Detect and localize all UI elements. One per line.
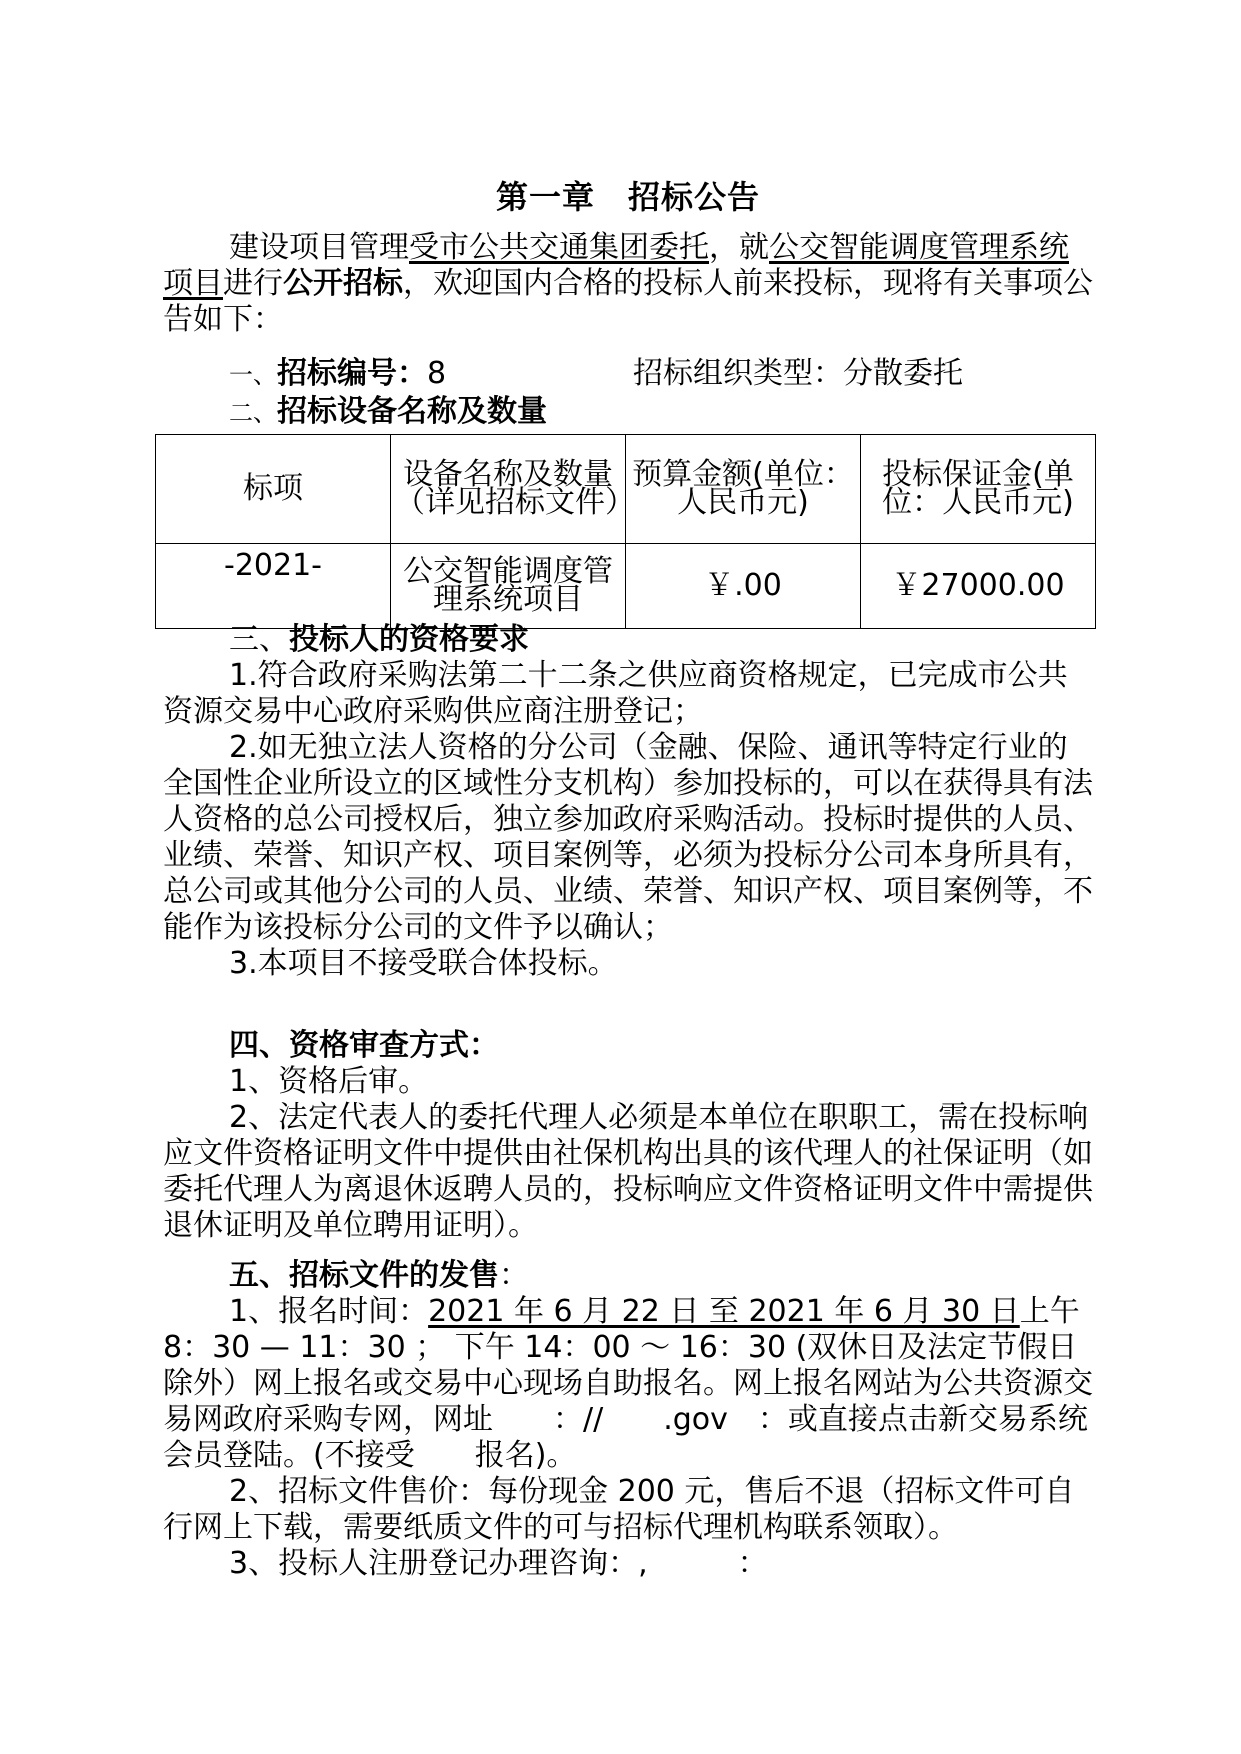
section-3-prefix: 三、 (229, 622, 289, 657)
intro-text-2: ，就 (709, 230, 769, 265)
table-header-row (156, 435, 1096, 544)
section-4-item-2: 2、法定代表人的委托代理人必须是本单位在职职工，需在投标响应文件资格证明文件中提供由社保机构出具的该代理人的社保证明（如委托代理人为离退休返聘人员的，投标响应文件资格证明文件中需提供退休证明及单位聘用证明）。 (163, 1100, 1093, 1243)
cell-item: -2021- (156, 544, 391, 629)
intro-text-1: 建设项目管理 (229, 230, 409, 265)
signup-date-range: 2021 年 6 月 22 日 至 2021 年 6 月 30 日 (428, 1294, 1020, 1329)
header-item: 标项 (156, 435, 391, 544)
equipment-table (155, 434, 1096, 629)
section-4 (163, 1028, 1093, 1244)
section-5-item-3: 3、投标人注册登记办理咨询：, ： (229, 1546, 768, 1581)
cell-deposit: ￥27000.00 (861, 544, 1096, 629)
intro-project: 公交智能调度管理系统项目 (163, 230, 1069, 301)
section-3-item-1: 1.符合政府采购法第二十二条之供应商资格规定，已完成市公共资源交易中心政府采购供应商注册登记； (163, 658, 1068, 729)
table-row (156, 544, 1096, 629)
tender-number: 8 (427, 356, 447, 391)
section-5-item-1 (163, 1294, 1093, 1474)
header-deposit: 投标保证金(单位：人民币元) (861, 435, 1096, 544)
section-4-label: 四、资格审查方式： (229, 1028, 499, 1063)
section-3 (163, 622, 1093, 982)
section-3-item-3: 3.本项目不接受联合体投标。 (229, 946, 618, 981)
intro-text-3: 进行 (223, 266, 283, 301)
intro-paragraph (163, 230, 1093, 338)
cell-equipment: 公交智能调度管理系统项目 (391, 544, 626, 629)
section-2-label: 招标设备名称及数量 (277, 394, 547, 429)
section-1 (163, 356, 1093, 393)
signup-details: 上午 8：30 — 11：30 ； 下午 14：00 ～ 16：30 (双休日及法定节假日除外）网上报名或交易中心现场自助报名。网上报名网站为公共资源交易网政府采购专网，网址 ：// .gov ：或直接点击新交易系统会员登陆。(不接受 报名)。 (163, 1294, 1093, 1473)
section-5-colon: ： (499, 1258, 529, 1293)
org-type: 招标组织类型：分散委托 (633, 356, 963, 391)
header-budget: 预算金额(单位：人民币元) (626, 435, 861, 544)
cell-budget: ￥.00 (626, 544, 861, 629)
signup-time-label: 1、报名时间： (229, 1294, 429, 1329)
section-2-prefix: 二、 (229, 399, 277, 427)
chapter-title: 第一章 招标公告 (495, 178, 760, 216)
section-2 (163, 394, 1093, 431)
intro-mode: 公开招标 (283, 266, 403, 301)
section-4-item-1: 1、资格后审。 (229, 1064, 429, 1099)
header-equipment: 设备名称及数量（详见招标文件） (391, 435, 626, 544)
section-5-item-2: 2、招标文件售价：每份现金 200 元，售后不退（招标文件可自行网上下载，需要纸质文件的可与招标代理机构联系领取）。 (163, 1474, 1075, 1545)
intro-text-4: ，欢迎国内合格的投标人前来投标，现将有关事项公告如下： (163, 266, 1093, 337)
intro-entrust: 受市公共交通集团委托 (409, 230, 709, 265)
section-1-prefix: 一、 (229, 361, 277, 389)
section-5-label: 五、招标文件的发售 (229, 1258, 499, 1293)
section-3-label: 投标人的资格要求 (289, 622, 529, 657)
section-1-label: 招标编号： (277, 356, 427, 391)
section-5 (163, 1258, 1093, 1582)
section-3-item-2: 2.如无独立法人资格的分公司（金融、保险、通讯等特定行业的全国性企业所设立的区域性分支机构）参加投标的，可以在获得具有法人资格的总公司授权后，独立参加政府采购活动。投标时提供的人员、业绩、荣誉、知识产权、项目案例等，必须为投标分公司本身所具有，总公司或其他分公司的人员、业绩、荣誉、知识产权、项目案例等，不能作为该投标分公司的文件予以确认； (163, 730, 1093, 945)
